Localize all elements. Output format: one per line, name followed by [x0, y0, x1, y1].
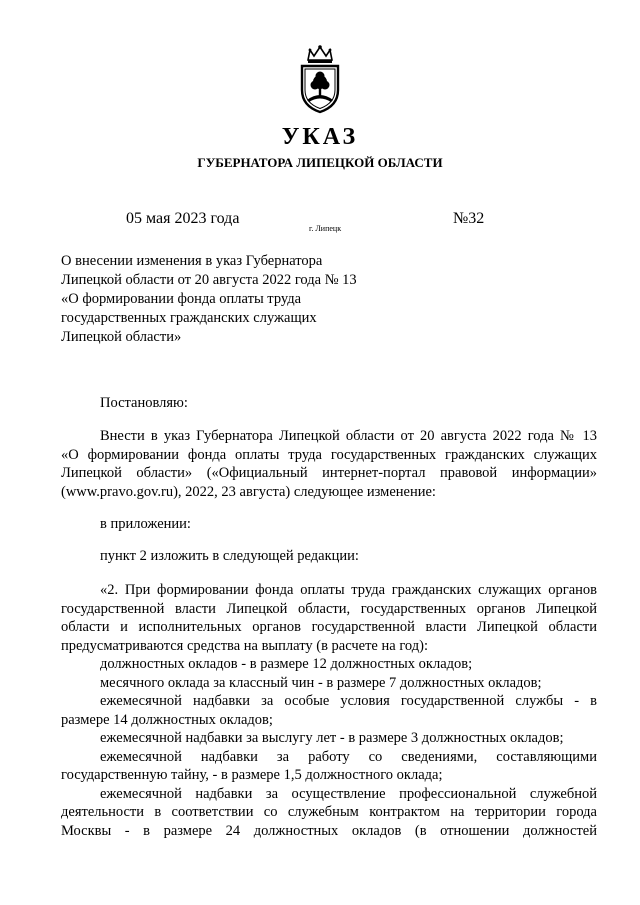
paragraph-amendment	[61, 427, 597, 501]
paragraph-line: Внести в указ Губернатора Липецкой области от 20 августа 2022 года № 13	[100, 428, 597, 444]
subject-line: «О формировании фонда оплаты труда	[61, 291, 302, 307]
paragraph-clause	[61, 547, 597, 566]
decree-word: Постановляю:	[100, 395, 188, 411]
paragraph-line: области и исполнительных органов государственной власти Липецкой области	[61, 619, 597, 635]
subject-line: О внесении изменения в указ Губернатора	[61, 253, 323, 269]
list-item: деятельности в соответствии со служебным контрактом на территории города	[61, 804, 597, 820]
paragraph-line: «О формировании фонда оплаты труда государственных гражданских служащих	[61, 446, 597, 463]
paragraph-line: Липецкой области» («Официальный интернет-портал правовой информации»	[61, 465, 597, 481]
list-item: размере 14 должностных окладов;	[61, 711, 273, 728]
list-item: ежемесячной надбавки за работу со сведениями, составляющими	[100, 748, 597, 765]
paragraph-line: (www.pravo.gov.ru), 2022, 23 августа) следующее изменение:	[61, 483, 436, 500]
list-item: Москвы - в размере 24 должностных окладов (в отношении должностей	[61, 822, 597, 839]
list-item: государственную тайну, - в размере 1,5 должностного оклада;	[61, 767, 443, 783]
list-item: ежемесячной надбавки за особые условия государственной службы - в	[100, 693, 597, 709]
subject-line: Липецкой области»	[61, 329, 182, 345]
document-title: УКАЗ	[281, 124, 359, 150]
paragraph-line: государственной власти Липецкой области, государственных органов Липецкой	[61, 600, 597, 617]
list-item: месячного оклада за классный чин - в размере 7 должностных окладов;	[100, 674, 542, 691]
paragraph-line: предусматриваются средства на выплату (в расчете на год):	[61, 637, 428, 654]
decree-word-paragraph	[61, 394, 597, 413]
list-item: должностных окладов - в размере 12 должностных окладов;	[100, 656, 473, 672]
document-subtitle: ГУБЕРНАТОРА ЛИПЕЦКОЙ ОБЛАСТИ	[197, 155, 443, 170]
decree-subject	[61, 252, 357, 347]
lipetsk-coat-of-arms-icon	[296, 44, 344, 116]
paragraph-new-wording	[61, 581, 597, 840]
paragraph-line: «2. При формировании фонда оплаты труда гражданских служащих органов	[100, 582, 597, 598]
paragraph-line: пункт 2 изложить в следующей редакции:	[100, 548, 359, 564]
list-item: ежемесячной надбавки за выслугу лет - в размере 3 должностных окладов;	[100, 730, 564, 746]
decree-city: г. Липецк	[309, 224, 342, 233]
decree-number: №32	[453, 210, 485, 227]
subject-line: Липецкой области от 20 августа 2022 года № 13	[61, 272, 357, 288]
paragraph-line: в приложении:	[100, 516, 191, 532]
decree-date: 05 мая 2023 года	[126, 210, 240, 227]
list-item: ежемесячной надбавки за осуществление профессиональной служебной	[100, 785, 597, 802]
paragraph-appendix	[61, 515, 597, 534]
subject-line: государственных гражданских служащих	[61, 310, 317, 326]
